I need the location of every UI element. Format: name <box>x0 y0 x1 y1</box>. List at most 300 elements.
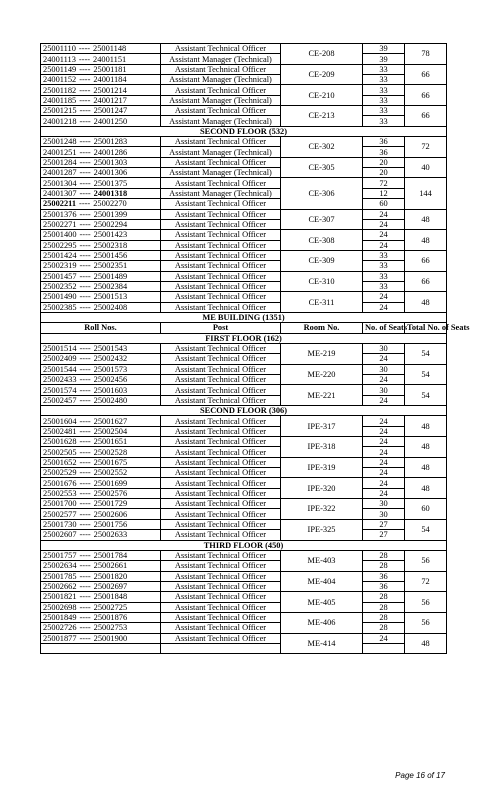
roll-range <box>41 426 161 436</box>
post: Assistant Technical Officer <box>161 209 281 219</box>
roll-range <box>41 147 161 157</box>
post: Assistant Technical Officer <box>161 447 281 457</box>
roll-separator: ---- <box>79 261 91 271</box>
roll-range <box>41 188 161 198</box>
roll-to: 25001784 <box>93 551 128 561</box>
clipped-cell <box>161 643 281 653</box>
table-row <box>41 271 447 281</box>
table-row <box>41 468 447 478</box>
table-row <box>41 343 447 353</box>
roll-range <box>41 219 161 229</box>
table-row <box>41 519 447 529</box>
table-row <box>41 623 447 633</box>
seat-count: 27 <box>363 530 405 540</box>
post: Assistant Technical Officer <box>161 468 281 478</box>
post: Assistant Technical Officer <box>161 354 281 364</box>
roll-from: 25001376 <box>43 209 77 219</box>
seat-count: 20 <box>363 157 405 167</box>
roll-to: 25001399 <box>93 209 128 219</box>
seat-count: 33 <box>363 261 405 271</box>
post: Assistant Technical Officer <box>161 230 281 240</box>
roll-from: 25002505 <box>43 447 77 457</box>
roll-range <box>41 137 161 147</box>
seat-count: 24 <box>363 468 405 478</box>
room-number: CE-302 <box>281 137 363 158</box>
table-row <box>41 147 447 157</box>
post: Assistant Technical Officer <box>161 488 281 498</box>
roll-separator: ---- <box>79 488 91 498</box>
seat-count: 24 <box>363 633 405 643</box>
seat-count: 24 <box>363 416 405 426</box>
roll-range <box>41 592 161 602</box>
seat-count: 28 <box>363 550 405 560</box>
room-number: ME-403 <box>281 550 363 571</box>
post: Assistant Technical Officer <box>161 571 281 581</box>
roll-from: 25002457 <box>43 395 77 405</box>
roll-separator: ---- <box>79 457 91 467</box>
roll-range <box>41 375 161 385</box>
table-row <box>41 612 447 622</box>
roll-range <box>41 612 161 622</box>
table-row <box>41 95 447 105</box>
post: Assistant Manager (Technical) <box>161 188 281 198</box>
seat-count: 30 <box>363 499 405 509</box>
table-row <box>41 416 447 426</box>
roll-separator: ---- <box>79 499 91 509</box>
roll-separator: ---- <box>79 437 91 447</box>
seat-count: 24 <box>363 447 405 457</box>
table-row <box>41 75 447 85</box>
table-row <box>41 106 447 116</box>
total-seats: 66 <box>405 250 447 271</box>
seat-count: 39 <box>363 44 405 54</box>
page-number: Page 16 of 17 <box>395 771 445 780</box>
roll-separator: ---- <box>79 292 91 302</box>
table-row <box>41 571 447 581</box>
roll-from: 25002698 <box>43 602 77 612</box>
post: Assistant Manager (Technical) <box>161 95 281 105</box>
roll-separator: ---- <box>79 85 91 95</box>
roll-range <box>41 261 161 271</box>
table-row <box>41 488 447 498</box>
table-row <box>41 385 447 395</box>
post: Assistant Technical Officer <box>161 426 281 436</box>
total-seats: 54 <box>405 519 447 540</box>
roll-separator: ---- <box>79 375 91 385</box>
post: Assistant Technical Officer <box>161 250 281 260</box>
roll-to: 25002606 <box>93 509 128 519</box>
roll-separator: ---- <box>79 623 91 633</box>
roll-separator: ---- <box>79 519 91 529</box>
roll-to: 25001423 <box>93 230 128 240</box>
seat-count: 24 <box>363 395 405 405</box>
roll-to: 25002480 <box>93 395 128 405</box>
seat-count: 20 <box>363 168 405 178</box>
roll-separator: ---- <box>79 199 91 209</box>
roll-range <box>41 468 161 478</box>
room-number: CE-210 <box>281 85 363 106</box>
total-seats: 48 <box>405 292 447 313</box>
room-number: CE-307 <box>281 209 363 230</box>
roll-from: 25002607 <box>43 530 77 540</box>
roll-to: 25002432 <box>93 354 128 364</box>
roll-from: 25001248 <box>43 137 77 147</box>
roll-from: 25001604 <box>43 416 77 426</box>
room-number: IPE-318 <box>281 437 363 458</box>
total-seats: 78 <box>405 44 447 65</box>
roll-from: 24001152 <box>43 75 77 85</box>
roll-to: 24001286 <box>93 147 128 157</box>
roll-separator: ---- <box>79 344 91 354</box>
post: Assistant Technical Officer <box>161 416 281 426</box>
roll-to: 25002294 <box>93 220 128 230</box>
roll-to: 25002552 <box>93 468 128 478</box>
table-row <box>41 447 447 457</box>
roll-separator: ---- <box>79 240 91 250</box>
roll-separator: ---- <box>79 633 91 643</box>
room-number: CE-306 <box>281 178 363 209</box>
roll-separator: ---- <box>79 468 91 478</box>
seat-count: 36 <box>363 571 405 581</box>
roll-to: 25002270 <box>93 199 127 209</box>
seat-count: 30 <box>363 343 405 353</box>
roll-separator: ---- <box>79 251 91 261</box>
table-row <box>41 240 447 250</box>
total-seats: 66 <box>405 85 447 106</box>
table-row <box>41 633 447 643</box>
roll-from: 25001544 <box>43 364 77 374</box>
roll-to: 25001900 <box>93 633 128 643</box>
post: Assistant Manager (Technical) <box>161 75 281 85</box>
roll-to: 25002753 <box>93 623 128 633</box>
header-row <box>41 323 447 333</box>
roll-from: 25002662 <box>43 582 77 592</box>
post: Assistant Technical Officer <box>161 343 281 353</box>
seat-count: 33 <box>363 281 405 291</box>
roll-to: 25001303 <box>93 157 128 167</box>
post: Assistant Technical Officer <box>161 281 281 291</box>
seat-count: 24 <box>363 230 405 240</box>
seat-count: 28 <box>363 623 405 633</box>
seat-count: 28 <box>363 561 405 571</box>
floor-heading: SECOND FLOOR (532) <box>41 126 447 136</box>
roll-to: 25001603 <box>93 385 128 395</box>
roll-to: 25001573 <box>93 364 128 374</box>
roll-from: 25002577 <box>43 509 77 519</box>
post: Assistant Technical Officer <box>161 157 281 167</box>
roll-range <box>41 106 161 116</box>
roll-separator: ---- <box>79 551 91 561</box>
post-header: Post <box>161 323 281 333</box>
seat-count: 33 <box>363 116 405 126</box>
seat-count: 33 <box>363 271 405 281</box>
clipped-cell <box>41 643 161 653</box>
roll-range <box>41 230 161 240</box>
roll-range <box>41 447 161 457</box>
seat-count: 30 <box>363 509 405 519</box>
roll-to: 25001283 <box>93 137 128 147</box>
total-seats: 48 <box>405 633 447 654</box>
post: Assistant Technical Officer <box>161 581 281 591</box>
roll-to: 25001375 <box>93 178 128 188</box>
post: Assistant Technical Officer <box>161 219 281 229</box>
roll-to: 25001820 <box>93 571 128 581</box>
room-number: ME-220 <box>281 364 363 385</box>
seat-count: 24 <box>363 354 405 364</box>
roll-range <box>41 395 161 405</box>
total-seats: 66 <box>405 64 447 85</box>
total-seats: 56 <box>405 612 447 633</box>
roll-separator: ---- <box>79 116 91 126</box>
roll-to: 24001184 <box>93 75 127 85</box>
post: Assistant Manager (Technical) <box>161 168 281 178</box>
table-row <box>41 550 447 560</box>
roll-from: 24001218 <box>43 116 77 126</box>
total-seats: 48 <box>405 437 447 458</box>
seat-count: 24 <box>363 375 405 385</box>
roll-separator: ---- <box>79 209 91 219</box>
roll-range <box>41 437 161 447</box>
post: Assistant Manager (Technical) <box>161 116 281 126</box>
room-number: ME-221 <box>281 385 363 406</box>
seat-count: 28 <box>363 612 405 622</box>
roll-range <box>41 209 161 219</box>
floor-row <box>41 540 447 550</box>
roll-range <box>41 364 161 374</box>
roll-from: 25001490 <box>43 292 77 302</box>
room-number: ME-414 <box>281 633 363 654</box>
seat-count: 24 <box>363 426 405 436</box>
table-row <box>41 209 447 219</box>
room-number: ME-406 <box>281 612 363 633</box>
roll-from: 25001730 <box>43 519 77 529</box>
roll-from: 25001700 <box>43 499 77 509</box>
seat-count: 33 <box>363 64 405 74</box>
roll-separator: ---- <box>79 282 91 292</box>
roll-separator: ---- <box>79 613 91 623</box>
roll-separator: ---- <box>79 95 91 105</box>
seat-count: 27 <box>363 519 405 529</box>
roll-separator: ---- <box>79 530 91 540</box>
table-row <box>41 64 447 74</box>
total-seats: 60 <box>405 499 447 520</box>
post: Assistant Technical Officer <box>161 457 281 467</box>
total-seats: 48 <box>405 457 447 478</box>
table-row <box>41 168 447 178</box>
floor-row <box>41 126 447 136</box>
roll-to: 25001247 <box>93 106 128 116</box>
table-row <box>41 375 447 385</box>
roll-separator: ---- <box>79 364 91 374</box>
roll-range <box>41 85 161 95</box>
seat-count: 24 <box>363 302 405 312</box>
table-row <box>41 250 447 260</box>
floor-heading: FIRST FLOOR (162) <box>41 333 447 343</box>
roll-from: 25002319 <box>43 261 77 271</box>
room-number: CE-213 <box>281 106 363 127</box>
post: Assistant Technical Officer <box>161 375 281 385</box>
clipped-cell <box>363 643 405 653</box>
post: Assistant Technical Officer <box>161 530 281 540</box>
room-number: CE-305 <box>281 157 363 178</box>
roll-from: 25001400 <box>43 230 77 240</box>
post: Assistant Technical Officer <box>161 85 281 95</box>
post: Assistant Technical Officer <box>161 561 281 571</box>
roll-separator: ---- <box>79 75 91 85</box>
roll-separator: ---- <box>79 230 91 240</box>
roll-to: 25002661 <box>93 561 128 571</box>
seat-count: 36 <box>363 147 405 157</box>
roll-from: 25002634 <box>43 561 77 571</box>
room-number: CE-209 <box>281 64 363 85</box>
roll-separator: ---- <box>79 168 91 178</box>
seat-count: 28 <box>363 602 405 612</box>
building-row <box>41 312 447 322</box>
post: Assistant Technical Officer <box>161 240 281 250</box>
floor-heading: SECOND FLOOR (306) <box>41 406 447 416</box>
roll-separator: ---- <box>79 395 91 405</box>
roll-to: 25002318 <box>93 240 128 250</box>
roll-to: 25001214 <box>93 85 127 95</box>
roll-range <box>41 44 161 54</box>
post: Assistant Technical Officer <box>161 437 281 447</box>
roll-range <box>41 457 161 467</box>
seat-count: 24 <box>363 219 405 229</box>
post: Assistant Technical Officer <box>161 602 281 612</box>
roll-range <box>41 499 161 509</box>
roll-range <box>41 561 161 571</box>
roll-from: 25002295 <box>43 240 77 250</box>
total-seats: 72 <box>405 571 447 592</box>
table-row <box>41 509 447 519</box>
table-row <box>41 137 447 147</box>
post: Assistant Technical Officer <box>161 302 281 312</box>
total-seats: 66 <box>405 106 447 127</box>
roll-separator: ---- <box>79 188 91 198</box>
room-number: CE-310 <box>281 271 363 292</box>
roll-separator: ---- <box>79 147 91 157</box>
table-row <box>41 54 447 64</box>
seat-plan-table <box>40 43 470 654</box>
room-number: CE-311 <box>281 292 363 313</box>
post: Assistant Technical Officer <box>161 64 281 74</box>
roll-separator: ---- <box>79 426 91 436</box>
roll-to: 24001250 <box>93 116 128 126</box>
floor-heading: THIRD FLOOR (450) <box>41 540 447 550</box>
roll-to: 25001729 <box>93 499 128 509</box>
table-row <box>41 219 447 229</box>
seat-count: 33 <box>363 106 405 116</box>
roll-separator: ---- <box>79 220 91 230</box>
post: Assistant Technical Officer <box>161 478 281 488</box>
roll-separator: ---- <box>79 416 91 426</box>
roll-to: 25001675 <box>93 457 128 467</box>
roll-separator: ---- <box>79 478 91 488</box>
roll-range <box>41 623 161 633</box>
roll-separator: ---- <box>79 157 91 167</box>
seat-count: 24 <box>363 478 405 488</box>
table-row <box>41 302 447 312</box>
table-row <box>41 116 447 126</box>
roll-to: 24001306 <box>93 168 128 178</box>
roll-to: 25002697 <box>93 582 128 592</box>
table-row <box>41 230 447 240</box>
roll-from: 25001424 <box>43 251 77 261</box>
seat-count: 24 <box>363 209 405 219</box>
table-row <box>41 178 447 188</box>
roll-from: 25002529 <box>43 468 77 478</box>
roll-from: 25002352 <box>43 282 77 292</box>
roll-separator: ---- <box>79 137 91 147</box>
room-number: ME-404 <box>281 571 363 592</box>
table-row <box>41 530 447 540</box>
table-row <box>41 292 447 302</box>
seat-count: 33 <box>363 85 405 95</box>
roll-range <box>41 199 161 209</box>
roll-range <box>41 488 161 498</box>
table-row <box>41 157 447 167</box>
roll-from: 25001849 <box>43 613 77 623</box>
table-row <box>41 561 447 571</box>
roll-from: 24001307 <box>43 188 77 198</box>
room-number: CE-309 <box>281 250 363 271</box>
roll-range <box>41 633 161 643</box>
roll-separator: ---- <box>79 385 91 395</box>
seat-count: 24 <box>363 488 405 498</box>
roll-range <box>41 509 161 519</box>
roll-range <box>41 385 161 395</box>
roll-range <box>41 250 161 260</box>
total-seats: 48 <box>405 478 447 499</box>
seat-plan-body <box>41 44 470 654</box>
seat-count: 33 <box>363 250 405 260</box>
post: Assistant Technical Officer <box>161 395 281 405</box>
roll-to: 25001627 <box>93 416 128 426</box>
roll-separator: ---- <box>79 447 91 457</box>
roll-separator: ---- <box>79 106 91 116</box>
seat-count: 36 <box>363 137 405 147</box>
table-row <box>41 281 447 291</box>
roll-from: 25001110 <box>43 44 76 54</box>
roll-range <box>41 302 161 312</box>
roll-from: 25001821 <box>43 592 77 602</box>
seat-count: 24 <box>363 240 405 250</box>
roll-range <box>41 64 161 74</box>
roll-from: 25002211 <box>43 199 77 209</box>
total-header: Total No. of Seats <box>405 323 447 333</box>
table-row <box>41 354 447 364</box>
table-row <box>41 395 447 405</box>
roll-range <box>41 530 161 540</box>
roll-range <box>41 281 161 291</box>
floor-row <box>41 406 447 416</box>
post: Assistant Technical Officer <box>161 519 281 529</box>
roll-to: 25001543 <box>93 344 128 354</box>
roll-range <box>41 75 161 85</box>
roll-to: 24001151 <box>93 54 127 64</box>
roll-from: 25002481 <box>43 426 77 436</box>
roll-to: 25002384 <box>93 282 128 292</box>
roll-separator: ---- <box>79 64 91 74</box>
post: Assistant Technical Officer <box>161 592 281 602</box>
total-seats: 48 <box>405 230 447 251</box>
roll-from: 25002726 <box>43 623 77 633</box>
table-row <box>41 602 447 612</box>
roll-to: 25002633 <box>93 530 128 540</box>
roll-from: 25001877 <box>43 633 77 643</box>
post: Assistant Technical Officer <box>161 137 281 147</box>
roll-from: 24001113 <box>43 54 76 64</box>
